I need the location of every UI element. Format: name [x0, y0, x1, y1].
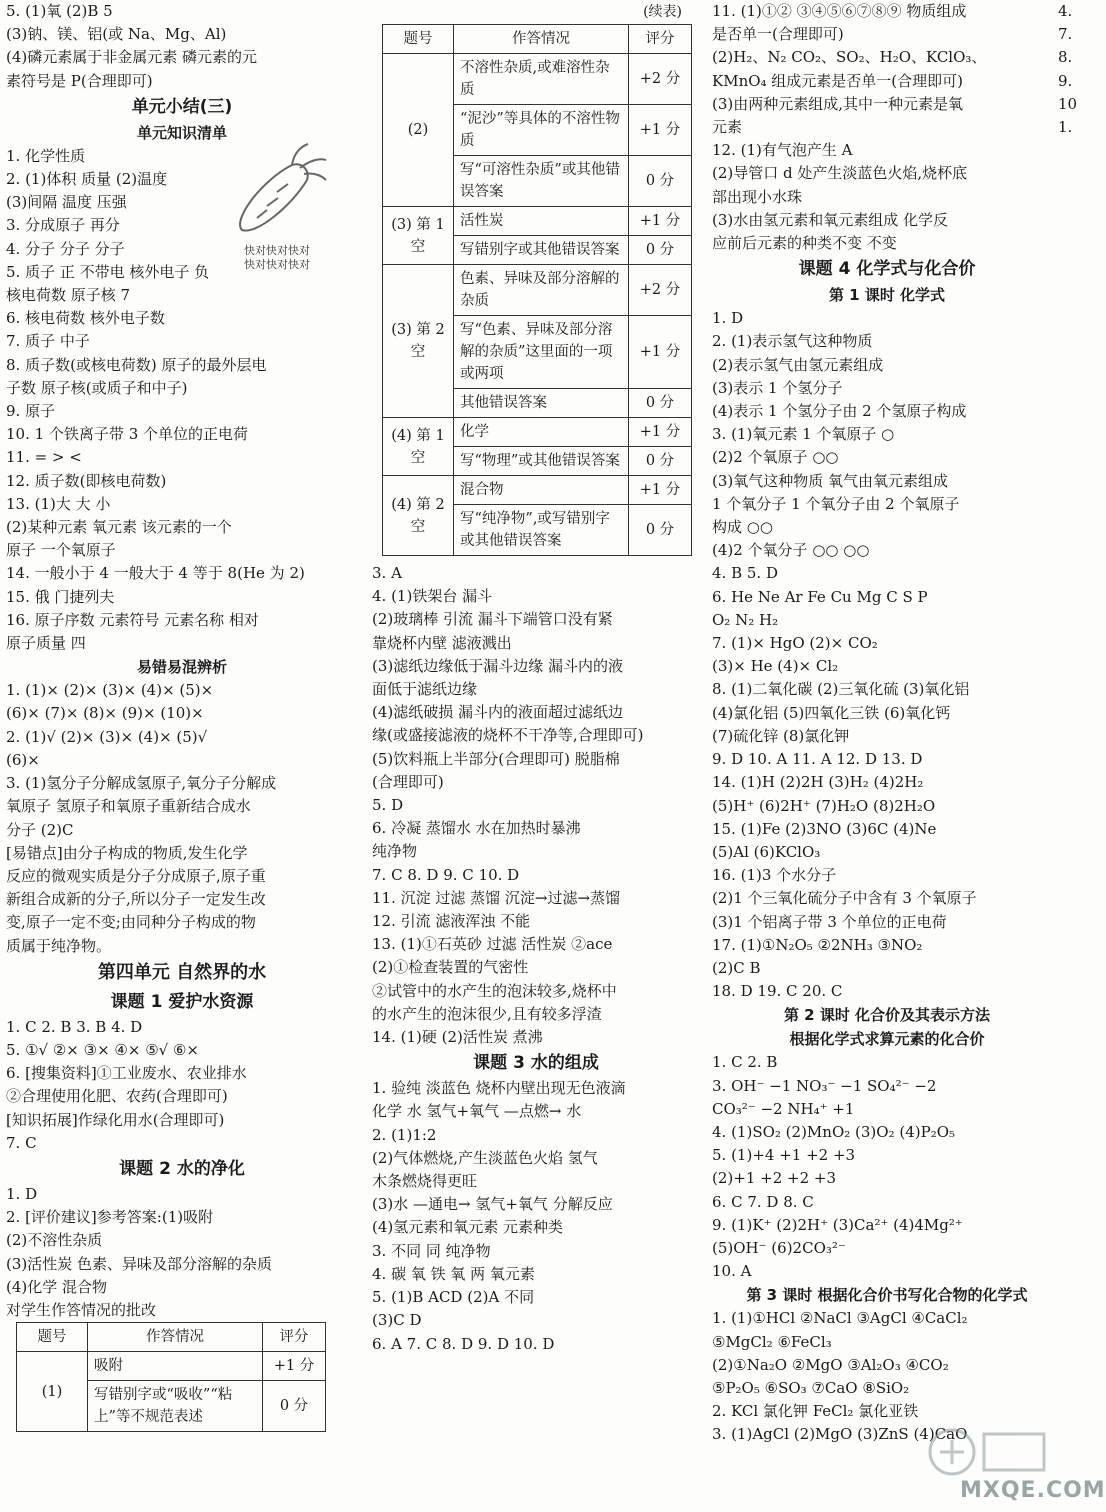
answer-line: 16. (1)3 个水分子: [712, 866, 837, 885]
section-heading: 课题 3 水的组成: [473, 1053, 599, 1074]
answer-line: 新组合成新的分子,所以分子一定发生改: [6, 890, 266, 909]
question-cell: (3) 第 2 空: [383, 265, 454, 418]
answer-line: 部出现小水珠: [712, 187, 803, 206]
score-cell: +1 分: [629, 105, 692, 156]
table-header: 题号: [17, 1323, 88, 1352]
answer-line: 4. (1)铁架台 漏斗: [372, 587, 493, 606]
answer-line: 1.: [1058, 118, 1073, 137]
answer-line: 13. (1)大 大 小: [6, 494, 111, 513]
answer-line: 2. (1)1:2: [372, 1125, 437, 1144]
answer-line: 木条燃烧得更旺: [372, 1172, 478, 1191]
answer-line: 6. 冷凝 蒸馏水 水在加热时暴沸: [372, 819, 581, 838]
answer-line: 7. C 8. D 9. C 10. D: [372, 865, 520, 884]
answer-line: 6. 核电荷数 核外电子数: [6, 309, 165, 328]
answer-line: ②合理使用化肥、农药(合理即可): [6, 1087, 228, 1106]
answer-line: (3)间隔 温度 压强: [6, 193, 127, 212]
answer-line: 靠烧杯内壁 滤液溅出: [372, 633, 512, 652]
score-cell: +2 分: [629, 265, 692, 316]
answer-line: 7.: [1058, 25, 1073, 44]
response-cell: 色素、异味及部分溶解的杂质: [454, 265, 629, 316]
table-row: [383, 207, 692, 236]
answer-line: 8. 质子数(或核电荷数) 原子的最外层电: [6, 355, 267, 374]
answer-line: 12. 质子数(即核电荷数): [6, 471, 167, 490]
score-cell: 0 分: [629, 447, 692, 476]
answer-line: 1. C 2. B 3. B 4. D: [6, 1017, 143, 1036]
response-cell: 写“物理”或其他错误答案: [454, 447, 629, 476]
answer-line: (5)H⁺ (6)2H⁺ (7)H₂O (8)2H₂O: [712, 796, 936, 815]
answer-line: 面低于滤纸边缘: [372, 680, 478, 699]
question-cell: (4) 第 2 空: [383, 476, 454, 556]
mascot-caption-1: 快对快对快对: [244, 244, 310, 257]
answer-line: (3)活性炭 色素、异味及部分溶解的杂质: [6, 1254, 273, 1273]
answer-line: (2)1 个三氧化硫分子中含有 3 个氧原子: [712, 889, 977, 908]
score-cell: 0 分: [263, 1381, 326, 1432]
answer-line: 11. (1)①② ③④⑤⑥⑦⑧⑨ 物质组成: [712, 2, 967, 20]
score-cell: 0 分: [629, 389, 692, 418]
answer-line: (4)表示 1 个氢分子由 2 个氢原子构成: [712, 402, 967, 421]
answer-line: (3)由两种元素组成,其中一种元素是氧: [712, 94, 964, 113]
answer-line: 1. D: [6, 1184, 38, 1203]
answer-line: (3)钠、镁、铝(或 Na、Mg、Al): [6, 25, 227, 44]
answer-line: 变,原子一定不变;由同种分子构成的物: [6, 913, 256, 932]
answer-line: (4)2 个氧分子 ○○ ○○: [712, 541, 870, 560]
answer-line: (6)×: [6, 750, 40, 769]
answer-line: 6. He Ne Ar Fe Cu Mg C S P: [712, 587, 928, 606]
response-cell: 写错别字或其他错误答案: [454, 236, 629, 265]
section-heading: 单元知识清单: [136, 123, 227, 142]
answer-line: 14. 一般小于 4 一般大于 4 等于 8(He 为 2): [6, 564, 305, 583]
answer-line: KMnO₄ 组成元素是否单一(合理即可): [712, 71, 964, 90]
response-cell: 不溶性杂质,或难溶性杂质: [454, 54, 629, 105]
score-cell: +1 分: [263, 1352, 326, 1381]
question-cell: (3) 第 1 空: [383, 207, 454, 265]
answer-line: 1. (1)①HCl ②NaCl ③AgCl ④CaCl₂: [712, 1309, 968, 1328]
section-heading: 课题 2 水的净化: [119, 1158, 245, 1179]
question-cell: (1): [17, 1352, 88, 1432]
answer-line: (2)气体燃烧,产生淡蓝色火焰 氢气: [372, 1148, 598, 1167]
section-heading: 易错易混辨析: [136, 658, 227, 677]
score-cell: 0 分: [629, 505, 692, 556]
section-heading: 第 3 课时 根据化合价书写化合物的化学式: [746, 1286, 1028, 1305]
answer-line: 化学 水 氢气+氧气 —点燃→ 水: [372, 1102, 582, 1121]
answer-line: (3)滤纸边缘低于漏斗边缘 漏斗内的液: [372, 656, 624, 675]
answer-line: 14. (1)硬 (2)活性炭 煮沸: [372, 1028, 543, 1047]
response-cell: 混合物: [454, 476, 629, 505]
answer-line: (3)表示 1 个氢分子: [712, 378, 843, 397]
table-header: 作答情况: [454, 25, 629, 54]
response-cell: “泥沙”等具体的不溶性物质: [454, 105, 629, 156]
answer-line: 14. (1)H (2)2H (3)H₂ (4)2H₂: [712, 773, 924, 792]
response-cell: 写错别字或“吸收”“粘上”等不规范表述: [88, 1381, 263, 1432]
answer-line: 核电荷数 原子核 7: [6, 286, 131, 305]
answer-line: 子数 原子核(或质子和中子): [6, 378, 188, 397]
answer-line: (3)水 —通电→ 氢气+氧气 分解反应: [372, 1195, 613, 1214]
response-cell: 其他错误答案: [454, 389, 629, 418]
answer-line: 7. C: [6, 1133, 37, 1152]
table-header: 题号: [383, 25, 454, 54]
answer-line: 纯净物: [372, 842, 418, 861]
answer-line: 原子 一个氧原子: [6, 541, 116, 560]
answer-line: 对学生作答情况的批改: [6, 1300, 157, 1319]
answer-line: 9. (1)K⁺ (2)2H⁺ (3)Ca²⁺ (4)4Mg²⁺: [712, 1215, 963, 1234]
watermark-text: MXQE.COM: [960, 1478, 1106, 1503]
answer-line: [知识拓展]作绿化用水(合理即可): [6, 1110, 225, 1129]
question-cell: (2): [383, 54, 454, 207]
answer-line: 的水产生的泡沫很少,且有较多浮渣: [372, 1004, 602, 1023]
answer-line: 应前后元素的种类不变 不变: [712, 234, 897, 253]
answer-line: 2. [评价建议]参考答案:(1)吸附: [6, 1208, 214, 1227]
answer-line: (3)C D: [372, 1311, 422, 1330]
answer-line: 5. (1)B ACD (2)A 不同: [372, 1288, 535, 1307]
response-cell: 吸附: [88, 1352, 263, 1381]
answer-line: (5)OH⁻ (6)2CO₃²⁻: [712, 1238, 846, 1257]
answer-line: 是否单一(合理即可): [712, 25, 844, 44]
answer-line: 9.: [1058, 71, 1073, 90]
answer-line: 元素: [712, 118, 743, 137]
answer-line: 15. (1)Fe (2)3NO (3)6C (4)Ne: [712, 819, 937, 838]
answer-line: 17. (1)①N₂O₅ ②2NH₃ ③NO₂: [712, 935, 923, 954]
answer-line: (2)①检查装置的气密性: [372, 958, 529, 977]
answer-line: ⑤P₂O₅ ⑥SO₃ ⑦CaO ⑧SiO₂: [712, 1378, 910, 1397]
answer-line: 8.: [1058, 48, 1073, 67]
answer-line: (2)①Na₂O ②MgO ③Al₂O₃ ④CO₂: [712, 1355, 949, 1374]
section-heading: 根据化学式求算元素的化合价: [789, 1030, 985, 1049]
table-header: 作答情况: [88, 1323, 263, 1352]
answer-line: (3)1 个铝离子带 3 个单位的正电荷: [712, 912, 947, 931]
answer-line: 缘(或盛接滤液的烧杯不干净等,合理即可): [372, 726, 644, 745]
answer-line: (2)玻璃棒 引流 漏斗下端管口没有紧: [372, 610, 613, 629]
answer-line: 6. [搜集资料]①工业废水、农业排水: [6, 1064, 247, 1083]
answer-line: 16. 原子序数 元素符号 元素名称 相对: [6, 610, 259, 629]
table-header: 评分: [263, 1323, 326, 1352]
answer-line: 氧原子 氢原子和氧原子重新结合成水: [6, 797, 251, 816]
score-cell: +1 分: [629, 207, 692, 236]
answer-line: 3. (1)氢分子分解成氢原子,氧分子分解成: [6, 774, 277, 793]
answer-line: 13. (1)①石英砂 过滤 活性炭 ②ace: [372, 935, 613, 954]
table-row: [383, 476, 692, 505]
answer-line: 1. 化学性质: [6, 146, 86, 165]
answer-line: ⑤MgCl₂ ⑥FeCl₃: [712, 1332, 832, 1351]
answer-line: (3)× He (4)× Cl₂: [712, 657, 839, 676]
section-heading: 单元小结(三): [131, 96, 233, 117]
answer-line: 反应的微观实质是分子分成原子,原子重: [6, 866, 266, 885]
answer-line: 8. (1)二氧化碳 (2)三氧化硫 (3)氧化铝: [712, 680, 970, 699]
grading-table: [16, 1322, 326, 1432]
answer-line: 10: [1058, 94, 1078, 113]
answer-line: 构成 ○○: [712, 518, 773, 537]
answer-line: 素符号是 P(合理即可): [6, 71, 153, 90]
answer-line: (4)氯化铝 (5)四氧化三铁 (6)氧化钙: [712, 703, 951, 722]
table-continued-label: (续表): [643, 4, 682, 20]
answer-column-3: [712, 0, 1062, 1447]
answer-line: 分子 (2)C: [6, 820, 74, 839]
answer-line: (2)表示氢气由氢元素组成: [712, 355, 884, 374]
answer-line: 4. B 5. D: [712, 564, 778, 583]
answer-line: (4)氢元素和氧元素 元素种类: [372, 1218, 564, 1237]
answer-line: 3. A: [372, 564, 402, 582]
table-header: 评分: [629, 25, 692, 54]
grading-table: [382, 24, 692, 556]
answer-line: 原子质量 四: [6, 634, 86, 653]
score-cell: 0 分: [629, 236, 692, 265]
answer-line: 3. (1)氧元素 1 个氧原子 ○: [712, 425, 895, 444]
answer-line: (4)磷元素属于非金属元素 磷元素的元: [6, 48, 258, 67]
answer-line: (2)某种元素 氧元素 该元素的一个: [6, 518, 232, 537]
answer-line: 4. 分子 分子 分子: [6, 239, 125, 258]
answer-line: (2)不溶性杂质: [6, 1231, 103, 1250]
answer-line: (7)硫化锌 (8)氯化钾: [712, 726, 850, 745]
answer-line: (5)饮料瓶上半部分(合理即可) 脱脂棉: [372, 749, 620, 768]
answer-line: (2)导管口 d 处产生淡蓝色火焰,烧杯底: [712, 164, 968, 183]
score-cell: +1 分: [629, 476, 692, 505]
response-cell: 活性炭: [454, 207, 629, 236]
answer-line: 6. A 7. C 8. D 9. D 10. D: [372, 1334, 555, 1353]
answer-column-2: [372, 0, 700, 1356]
answer-line: 5. (1)氧 (2)B 5: [6, 2, 113, 20]
answer-line: 4. 碳 氧 铁 氧 两 氧元素: [372, 1264, 535, 1283]
section-heading: 第 1 课时 化学式: [828, 286, 946, 305]
answer-line: 2. KCl 氯化钾 FeCl₂ 氯化亚铁: [712, 1402, 919, 1421]
answer-line: 1. D: [712, 309, 744, 328]
section-heading: 第 2 课时 化合价及其表示方法: [783, 1006, 991, 1025]
answer-line: [易错点]由分子构成的物质,发生化学: [6, 843, 248, 862]
answer-line: 1 个氧分子 1 个氧分子由 2 个氧原子: [712, 494, 960, 513]
answer-line: 7. (1)× HgO (2)× CO₂: [712, 634, 878, 653]
answer-line: (3)氧气这种物质 氧气由氧元素组成: [712, 471, 949, 490]
answer-line: 3. (1)AgCl (2)MgO (3)ZnS (4)CaO: [712, 1425, 968, 1444]
table-row: [383, 265, 692, 316]
carrot-icon: [222, 140, 332, 240]
answer-line: (6)× (7)× (8)× (9)× (10)×: [6, 704, 204, 723]
mascot-caption-2: 快对快对快对: [244, 258, 310, 271]
question-cell: (4) 第 1 空: [383, 418, 454, 476]
answer-line: 5. D: [372, 796, 404, 815]
answer-line: 1. 验纯 淡蓝色 烧杯内壁出现无色液滴: [372, 1079, 626, 1098]
answer-line: (4)滤纸破损 漏斗内的液面超过滤纸边: [372, 703, 624, 722]
answer-line: 11. = > <: [6, 448, 82, 467]
score-cell: +1 分: [629, 316, 692, 389]
answer-line: (5)Al (6)KClO₃: [712, 842, 821, 861]
answer-line: 3. 分成原子 再分: [6, 216, 120, 235]
answer-line: 9. D 10. A 11. A 12. D 13. D: [712, 750, 923, 769]
answer-line: 2. (1)√ (2)× (3)× (4)× (5)√: [6, 727, 208, 746]
answer-line: (2)2 个氧原子 ○○: [712, 448, 839, 467]
answer-line: 3. 不同 同 纯净物: [372, 1241, 491, 1260]
answer-column-4-edge: [1058, 0, 1080, 139]
answer-line: 4.: [1058, 2, 1073, 20]
response-cell: 写“色素、异味及部分溶解的杂质”这里面的一项或两项: [454, 316, 629, 389]
answer-line: 4. (1)SO₂ (2)MnO₂ (3)O₂ (4)P₂O₅: [712, 1122, 956, 1141]
answer-line: 11. 沉淀 过滤 蒸馏 沉淀→过滤→蒸馏: [372, 888, 621, 907]
answer-line: 1. (1)× (2)× (3)× (4)× (5)×: [6, 681, 214, 700]
answer-line: ②试管中的水产生的泡沫较多,烧杯中: [372, 981, 617, 1000]
answer-line: 6. C 7. D 8. C: [712, 1192, 814, 1211]
answer-line: O₂ N₂ H₂: [712, 610, 779, 629]
carrot-mascot: [222, 140, 332, 272]
table-row: [383, 418, 692, 447]
section-heading: 课题 4 化学式与化合价: [798, 259, 976, 280]
answer-line: (2)+1 +2 +2 +3: [712, 1169, 836, 1188]
answer-line: 10. A: [712, 1262, 752, 1281]
score-cell: +2 分: [629, 54, 692, 105]
answer-line: 10. 1 个铁离子带 3 个单位的正电荷: [6, 425, 249, 444]
response-cell: 化学: [454, 418, 629, 447]
answer-line: (2)H₂、N₂ CO₂、SO₂、H₂O、KClO₃、: [712, 48, 987, 67]
answer-line: 2. (1)体积 质量 (2)温度: [6, 170, 168, 189]
table-row: [383, 54, 692, 105]
answer-line: (4)化学 混合物: [6, 1277, 108, 1296]
answer-line: 1. C 2. B: [712, 1053, 778, 1072]
answer-line: 5. 质子 正 不带电 核外电子 负: [6, 262, 210, 281]
answer-line: CO₃²⁻ −2 NH₄⁺ +1: [712, 1099, 855, 1118]
table-row: [17, 1352, 326, 1381]
answer-line: (3)水由氢元素和氧元素组成 化学反: [712, 210, 949, 229]
answer-line: 5. ①√ ②× ③× ④× ⑤√ ⑥×: [6, 1040, 199, 1059]
score-cell: 0 分: [629, 156, 692, 207]
answer-line: 5. (1)+4 +1 +2 +3: [712, 1146, 856, 1165]
answer-line: 15. 俄 门捷列夫: [6, 587, 115, 606]
answer-line: 7. 质子 中子: [6, 332, 90, 351]
answer-line: 2. (1)表示氢气这种物质: [712, 332, 873, 351]
response-cell: 写“纯净物”,或写错别字或其他错误答案: [454, 505, 629, 556]
answer-line: 质属于纯净物。: [6, 936, 112, 955]
answer-line: 18. D 19. C 20. C: [712, 982, 843, 1001]
answer-line: (2)C B: [712, 958, 761, 977]
section-heading: 第四单元 自然界的水: [97, 961, 267, 983]
score-cell: +1 分: [629, 418, 692, 447]
answer-line: 12. (1)有气泡产生 A: [712, 141, 853, 160]
section-heading: 课题 1 爱护水资源: [110, 991, 254, 1012]
answer-line: 3. OH⁻ −1 NO₃⁻ −1 SO₄²⁻ −2: [712, 1076, 937, 1095]
answer-line: (合理即可): [372, 772, 444, 791]
response-cell: 写“可溶性杂质”或其他错误答案: [454, 156, 629, 207]
answer-line: 12. 引流 滤液浑浊 不能: [372, 912, 531, 931]
answer-line: 9. 原子: [6, 402, 56, 421]
